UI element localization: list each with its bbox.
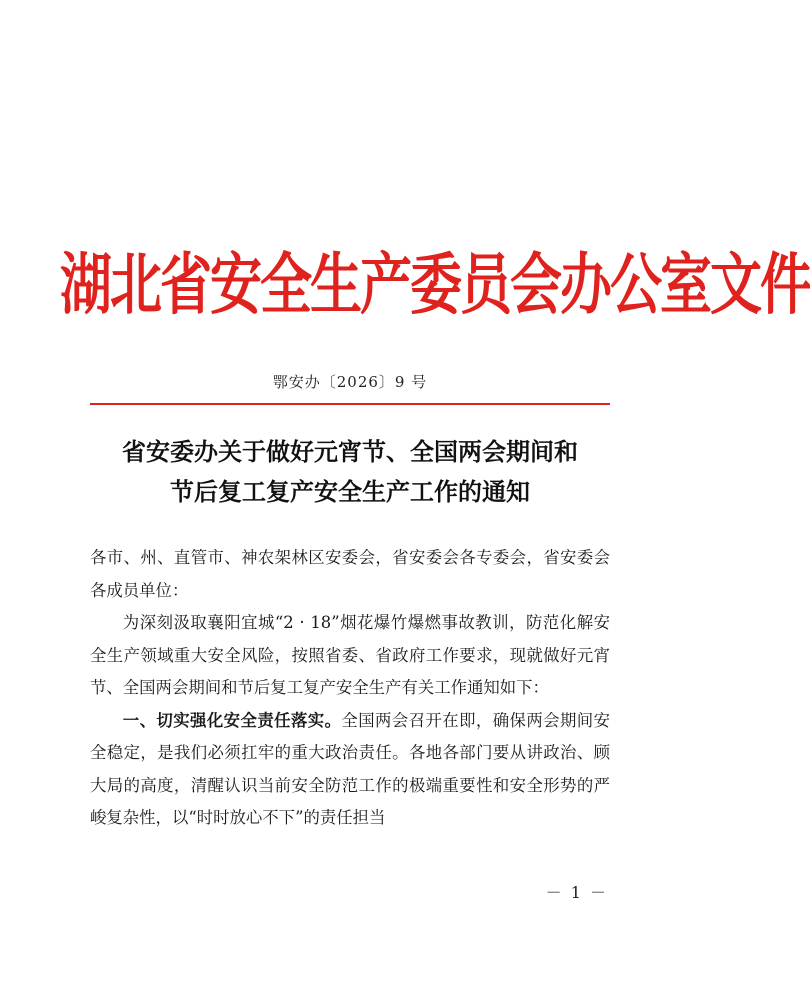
red-divider bbox=[90, 403, 610, 405]
issuer-header: 湖北省安全生产委员会办公室文件 bbox=[60, 247, 810, 325]
document-body bbox=[90, 542, 610, 835]
section-1-heading: 一、切实强化安全责任落实。 bbox=[122, 710, 342, 730]
intro-paragraph: 为深刻汲取襄阳宜城“2 · 18”烟花爆竹爆燃事故教训，防范化解安全生产领域重大安全风险，按照省委、省政府工作要求，现就做好元宵节、全国两会期间和节后复工复产安全生产有关工作通知如下： bbox=[90, 613, 610, 697]
title-line-2: 节后复工复产安全生产工作的通知 bbox=[170, 478, 530, 506]
title-line-1: 省安委办关于做好元宵节、全国两会期间和 bbox=[122, 438, 578, 466]
salutation: 各市、州、直管市、神农架林区安委会，省安委会各专委会，省安委会各成员单位： bbox=[90, 548, 610, 600]
document-title bbox=[70, 432, 630, 512]
section-1-paragraph bbox=[90, 705, 610, 835]
section-1-text: 全国两会召开在即，确保两会期间安全稳定，是我们必须扛牢的重大政治责任。各地各部门要从讲政治、顾大局的高度，清醒认识当前安全防范工作的极端重要性和安全形势的严峻复杂性，以“时时放心不下”的责任担当 bbox=[90, 710, 611, 827]
document-number: 鄂安办〔2026〕9 号 bbox=[272, 373, 428, 391]
page-number: － 1 － bbox=[545, 883, 608, 902]
